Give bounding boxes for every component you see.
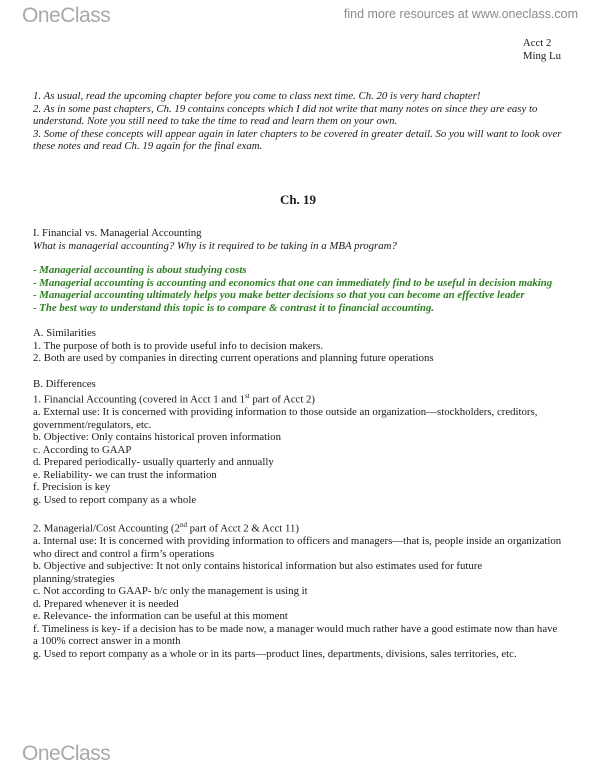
differences-heading: B. Differences	[33, 377, 96, 390]
managerial-item: a. Internal use: It is concerned with providing information to officers and managers—that is, people inside an organization who direct and control a firm’s operations	[33, 535, 562, 560]
key-points	[33, 264, 563, 314]
key-point: - The best way to understand this topic is to compare & contrast it to financial accounting.	[33, 301, 435, 314]
managerial-item: g. Used to report company as a whole or in its parts—product lines, departments, divisions, sales territories, etc.	[33, 647, 517, 660]
course-label: Acct 2	[522, 37, 552, 49]
managerial-item: f. Timeliness is key- if a decision has to be made now, a manager would much rather have a good estimate now than have a 100% correct answer in a month	[33, 622, 558, 648]
section-financial-vs-managerial	[33, 227, 563, 314]
managerial-accounting-heading	[33, 519, 563, 535]
key-point: - Managerial accounting is accounting and economics that one can immediately find to be useful in decision making	[33, 276, 553, 289]
managerial-heading-text: 2. Managerial/Cost Accounting (2	[33, 522, 180, 535]
key-point: - Managerial accounting is about studying costs	[33, 264, 247, 276]
resources-link[interactable]: find more resources at www.oneclass.com	[343, 7, 578, 21]
section-question: What is managerial accounting? Why is it required to be taking in a MBA program?	[33, 239, 397, 252]
financial-item: a. External use: It is concerned with providing information to those outside an organization—stockholders, creditors, government/regulators, etc.	[33, 406, 538, 431]
financial-heading-tail: part of Acct 2)	[249, 393, 316, 406]
financial-item: c. According to GAAP	[33, 443, 132, 456]
financial-item: d. Prepared periodically- usually quarterly and annually	[33, 456, 274, 469]
document-meta	[523, 37, 561, 62]
financial-item: g. Used to report company as a whole	[33, 493, 197, 506]
financial-heading-text: 1. Financial Accounting (covered in Acct 1 and 1	[33, 393, 245, 406]
managerial-item: c. Not according to GAAP- b/c only the management is using it	[33, 585, 308, 598]
intro-notes	[33, 90, 563, 153]
differences-section	[33, 378, 563, 661]
financial-heading-sup: st	[244, 392, 250, 400]
chapter-title: Ch. 19	[279, 191, 317, 207]
financial-item: e. Reliability- we can trust the information	[33, 468, 217, 481]
oneclass-logo-footer[interactable]: OneClass	[22, 742, 111, 765]
intro-note: 2. As in some past chapters, Ch. 19 contains concepts which I did not write that many notes on since they are easy to understand. Note you still need to take the time to read and learn them on your own.	[33, 102, 538, 127]
author-name: Ming Lu	[522, 49, 561, 62]
similarities-section	[33, 327, 563, 365]
managerial-heading-tail: part of Acct 2 & Acct 11)	[186, 522, 299, 535]
financial-item: f. Precision is key	[33, 481, 111, 494]
oneclass-logo[interactable]: OneClass	[22, 4, 111, 27]
managerial-item: b. Objective and subjective: It not only contains historical information but also estimates used for future planning/strategies	[33, 560, 483, 585]
similarities-heading: A. Similarities	[33, 327, 96, 339]
key-point: - Managerial accounting ultimately helps you make better decisions so that you can become an effective leader	[33, 289, 525, 301]
document-body	[33, 90, 563, 660]
financial-accounting-heading	[33, 390, 563, 406]
similarity-item: 2. Both are used by companies in directing current operations and planning future operations	[33, 352, 434, 364]
managerial-item: d. Prepared whenever it is needed	[33, 597, 179, 610]
financial-item: b. Objective: Only contains historical proven information	[33, 431, 281, 444]
managerial-item: e. Relevance- the information can be useful at this moment	[33, 610, 288, 623]
similarity-item: 1. The purpose of both is to provide useful info to decision makers.	[33, 339, 324, 352]
intro-note: 1. As usual, read the upcoming chapter before you come to class next time. Ch. 20 is very hard chapter!	[33, 90, 481, 102]
intro-note: 3. Some of these concepts will appear again in later chapters to be covered in greater detail. So you will want to look over these notes and read Ch. 19 again for the final exam.	[33, 127, 562, 152]
managerial-heading-sup: nd	[179, 521, 187, 530]
section-heading: I. Financial vs. Managerial Accounting	[33, 227, 202, 239]
